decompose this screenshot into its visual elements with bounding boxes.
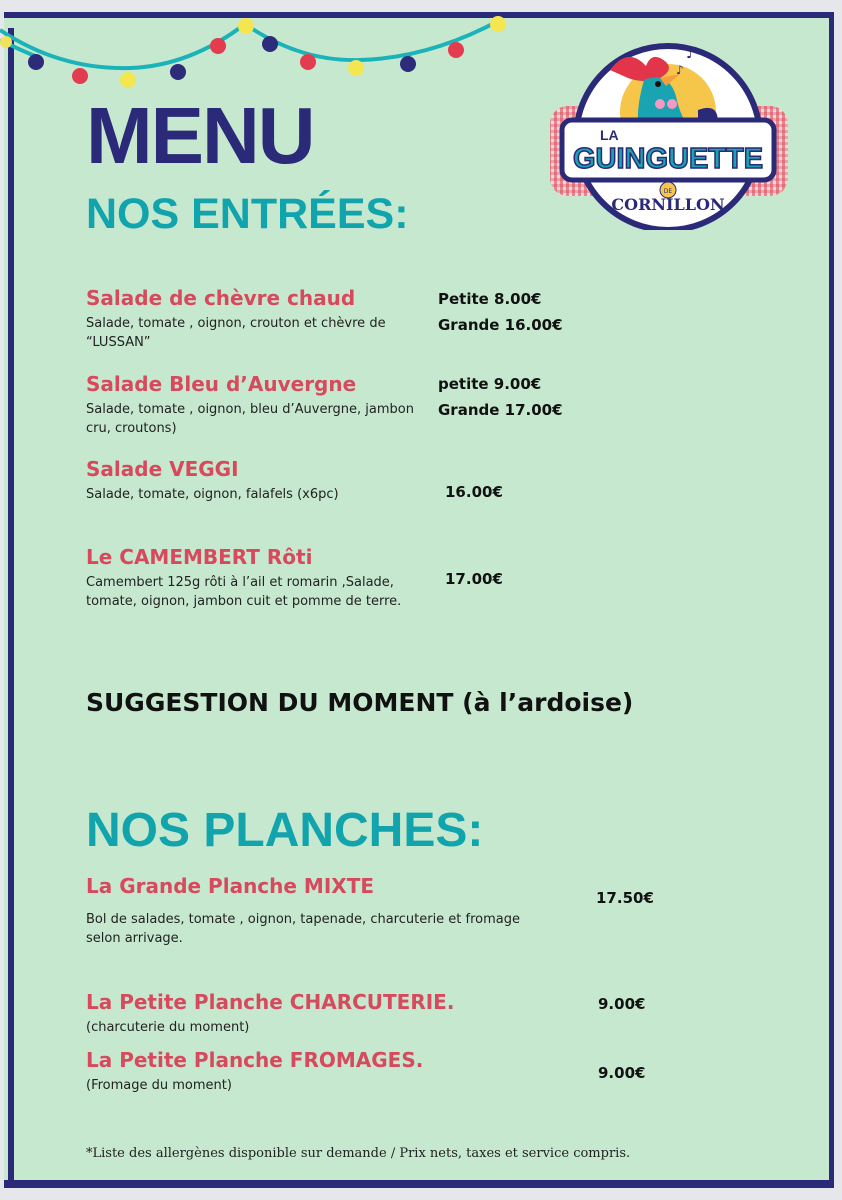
entree-item [86, 286, 426, 352]
dish-description: (Fromage du moment) [86, 1078, 232, 1093]
dish-name: Salade Bleu d’Auvergne [86, 372, 357, 396]
dish-name: Le CAMEMBERT Rôti [86, 545, 313, 569]
svg-text:♪: ♪ [676, 63, 684, 77]
planches-heading: NOS PLANCHES: [86, 804, 484, 857]
logo-line1: LA [600, 127, 619, 143]
entrees-heading: NOS ENTRÉES: [86, 190, 409, 238]
dish-description: Bol de salades, tomate , oignon, tapenade, charcuterie et fromage selon arrivage. [86, 912, 521, 946]
dish-description: Salade, tomate, oignon, falafels (x6pc) [86, 487, 339, 502]
allergen-footnote: *Liste des allergènes disponible sur demande / Prix nets, taxes et service compris. [86, 1146, 631, 1161]
left-border [8, 28, 14, 1186]
dish-price: Grande 16.00€ [438, 316, 563, 334]
rooster-logo-icon [548, 40, 792, 230]
dish-description: Salade, tomate , oignon, crouton et chèvre de “LUSSAN” [86, 316, 386, 350]
dish-price: Petite 8.00€ [438, 290, 542, 308]
dish-name: La Petite Planche CHARCUTERIE. [86, 990, 455, 1014]
svg-text:♪: ♪ [686, 46, 695, 62]
menu-title: MENU [86, 91, 314, 180]
dish-price: 9.00€ [598, 1064, 646, 1082]
dish-description: Salade, tomate , oignon, bleu d’Auvergne, jambon cru, croutons) [86, 402, 414, 436]
dish-price: 17.00€ [445, 570, 503, 588]
dish-price: petite 9.00€ [438, 375, 542, 393]
dish-description: (charcuterie du moment) [86, 1020, 250, 1035]
suggestion-line: SUGGESTION DU MOMENT (à l’ardoise) [86, 688, 634, 717]
dish-name: Salade VEGGI [86, 457, 239, 481]
planche-item [86, 1048, 526, 1095]
logo-line4: CORNILLON [611, 195, 725, 214]
dish-price: 16.00€ [445, 483, 503, 501]
dish-name: Salade de chèvre chaud [86, 286, 356, 310]
entree-item [86, 372, 426, 438]
dish-price: 9.00€ [598, 995, 646, 1013]
planche-item [86, 990, 526, 1037]
planche-item [86, 874, 526, 948]
dish-price: 17.50€ [596, 889, 654, 907]
dish-name: La Petite Planche FROMAGES. [86, 1048, 424, 1072]
entree-item [86, 545, 426, 611]
dish-price: Grande 17.00€ [438, 401, 563, 419]
dish-name: La Grande Planche MIXTE [86, 874, 374, 898]
dish-description: Camembert 125g rôti à l’ail et romarin ,Salade, tomate, oignon, jambon cuit et pomme de terre. [86, 575, 402, 609]
logo-line2: GUINGUETTE [572, 143, 764, 175]
logo-line3: DE [663, 188, 673, 195]
string-lights-icon [0, 0, 520, 100]
entree-item [86, 457, 426, 504]
